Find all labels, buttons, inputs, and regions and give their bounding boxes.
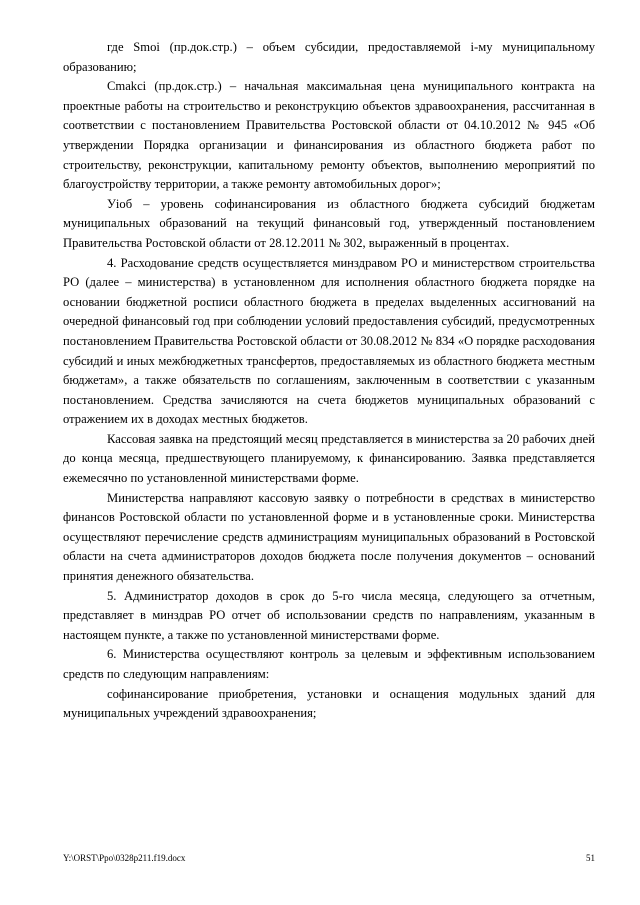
paragraph-cash-request: Кассовая заявка на предстоящий месяц представляется в министерства за 20 рабочих дней до конца месяца, предшествующего планируемому, к финансированию. Заявка представляется ежемесячно по установленной министерствами форме. xyxy=(63,431,595,486)
page-footer xyxy=(63,852,595,864)
document-body xyxy=(63,38,595,724)
paragraph-item-4: 4. Расходование средств осуществляется минздравом РО и министерством строительства РО (далее – министерства) в установленном для исполнения областного бюджета порядке на основании бюджетной росписи областного бюджета в пределах выделенных ассигнований на очередной финансовый год при соблюдении условий предоставления субсидий, предусмотренных постановлением Правительства Ростовской области от 30.08.2012 № 834 «О порядке расходования субсидий и иных межбюджетных трансфертов, предоставляемых из областного бюджета местным бюджетам», а также обязательств по соглашениям, заключенным в соответствии с указанным постановлением. Средства зачисляются на счета бюджетов муниципальных образований с отражением их в доходах местных бюджетов. xyxy=(63,255,595,427)
paragraph-item-6: 6. Министерства осуществляют контроль за целевым и эффективным использованием средств по следующим направлениям: xyxy=(63,647,595,681)
paragraph-cmakci-definition: Cmakci (пр.док.стр.) – начальная максимальная цена муниципального контракта на проектные работы на строительство и реконструкцию объектов здравоохранения, рассчитанная в соответствии с постановлением Правительства Ростовской области от 04.10.2012 № 945 «Об утверждении Порядка организации и финансирования из областного бюджета работ по строительству, реконструкции, капитальному ремонту объектов, выполнению мероприятий по благоустройству территории, а также ремонту автомобильных дорог»; xyxy=(63,79,595,192)
paragraph-yiob-definition: Уiоб – уровень софинансирования из областного бюджета субсидий бюджетам муниципальных образований на текущий финансовый год, утвержденный постановлением Правительства Ростовской области от 28.12.2011 № 302, выраженный в процентах. xyxy=(63,196,595,250)
paragraph-smoi-definition: где Smoi (пр.док.стр.) – объем субсидии, предоставляемой i-му муниципальному образованию; xyxy=(63,40,595,74)
paragraph-ministries-request: Министерства направляют кассовую заявку о потребности в средствах в министерство финансов Ростовской области по установленной форме и в установленные сроки. Министерства осуществляют перечисление средств администрациям муниципальных образований в Ростовской области на счета администраторов доходов бюджета после получения документов – оснований принятия денежного обязательства. xyxy=(63,490,595,584)
paragraph-item-5: 5. Администратор доходов в срок до 5-го числа месяца, следующего за отчетным, представляет в минздрав РО отчет об использовании средств по направлениям, указанным в настоящем пункте, а также по установленной министерствами форме. xyxy=(63,588,595,642)
page-number: 51 xyxy=(586,853,595,863)
paragraph-cofinancing: софинансирование приобретения, установки и оснащения модульных зданий для муниципальных учреждений здравоохранения; xyxy=(63,686,595,721)
file-path: Y:\ORST\Ppo\0328p211.f19.docx xyxy=(63,853,186,863)
